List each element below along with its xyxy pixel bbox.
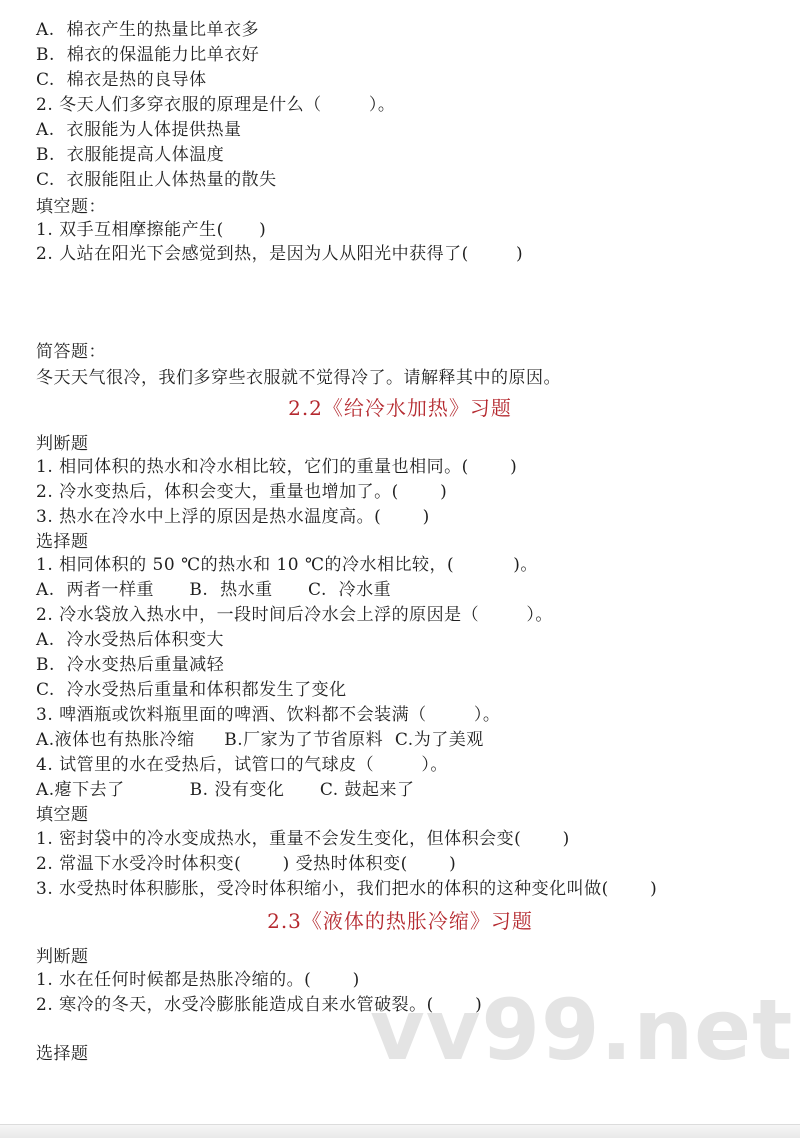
choice-question-1-options: A. 两者一样重 B. 热水重 C. 冷水重 — [36, 580, 392, 600]
fill-in-question-3b: 3. 水受热时体积膨胀，受冷时体积缩小，我们把水的体积的这种变化叫做( ) — [36, 879, 658, 899]
choice-question-4: 4. 试管里的水在受热后，试管口的气球皮（ ）。 — [36, 755, 448, 775]
question-2-option-c: C. 衣服能阻止人体热量的散失 — [36, 170, 277, 190]
short-answer-heading: 简答题： — [36, 342, 106, 362]
fill-in-question-1b: 1. 密封袋中的冷水变成热水，重量不会发生变化，但体积会变( ) — [36, 829, 570, 849]
judge-question-1b: 1. 水在任何时候都是热胀冷缩的。( ) — [36, 970, 360, 990]
judge-heading: 判断题 — [36, 434, 89, 454]
page-bottom-edge — [0, 1124, 800, 1138]
judge-question-2b: 2. 寒冷的冬天，水受冷膨胀能造成自来水管破裂。( ) — [36, 995, 483, 1015]
watermark: vv99.net — [370, 981, 794, 1079]
option-c: C. 棉衣是热的良导体 — [36, 70, 207, 90]
question-2: 2. 冬天人们多穿衣服的原理是什么（ ）。 — [36, 95, 396, 115]
fill-in-question-1: 1. 双手互相摩擦能产生( ) — [36, 220, 267, 240]
choice-question-2-option-b: B. 冷水变热后重量减轻 — [36, 655, 225, 675]
choice-question-2-option-a: A. 冷水受热后体积变大 — [36, 630, 224, 650]
fill-in-heading: 填空题： — [36, 197, 106, 217]
choice-question-3: 3. 啤酒瓶或饮料瓶里面的啤酒、饮料都不会装满（ ）。 — [36, 705, 501, 725]
question-2-option-a: A. 衣服能为人体提供热量 — [36, 120, 242, 140]
judge-question-1: 1. 相同体积的热水和冷水相比较，它们的重量也相同。( ) — [36, 457, 518, 477]
judge-heading-2: 判断题 — [36, 947, 89, 967]
question-2-option-b: B. 衣服能提高人体温度 — [36, 145, 225, 165]
choice-question-4-options: A.瘪下去了 B. 没有变化 C. 鼓起来了 — [36, 780, 415, 800]
option-a: A. 棉衣产生的热量比单衣多 — [36, 20, 259, 40]
choice-question-1: 1. 相同体积的 50 ℃的热水和 10 ℃的冷水相比较，( )。 — [36, 555, 538, 575]
choice-question-2-option-c: C. 冷水受热后重量和体积都发生了变化 — [36, 680, 347, 700]
section-2-3-title: 2.3《液体的热胀冷缩》习题 — [267, 909, 533, 933]
section-2-2-title: 2.2《给冷水加热》习题 — [288, 396, 512, 420]
fill-in-heading-2: 填空题 — [36, 805, 89, 825]
choice-heading-2: 选择题 — [36, 1044, 89, 1064]
judge-question-2: 2. 冷水变热后，体积会变大，重量也增加了。( ) — [36, 482, 448, 502]
judge-question-3: 3. 热水在冷水中上浮的原因是热水温度高。( ) — [36, 507, 430, 527]
fill-in-question-2: 2. 人站在阳光下会感觉到热，是因为人从阳光中获得了( ) — [36, 244, 524, 264]
choice-question-3-options: A.液体也有热胀冷缩 B.厂家为了节省原料 C.为了美观 — [36, 730, 484, 750]
fill-in-question-2b: 2. 常温下水受冷时体积变( ) 受热时体积变( ) — [36, 854, 457, 874]
choice-question-2: 2. 冷水袋放入热水中，一段时间后冷水会上浮的原因是（ ）。 — [36, 605, 553, 625]
choice-heading: 选择题 — [36, 532, 89, 552]
option-b: B. 棉衣的保温能力比单衣好 — [36, 45, 260, 65]
short-answer-question: 冬天天气很冷，我们多穿些衣服就不觉得冷了。请解释其中的原因。 — [36, 368, 561, 388]
